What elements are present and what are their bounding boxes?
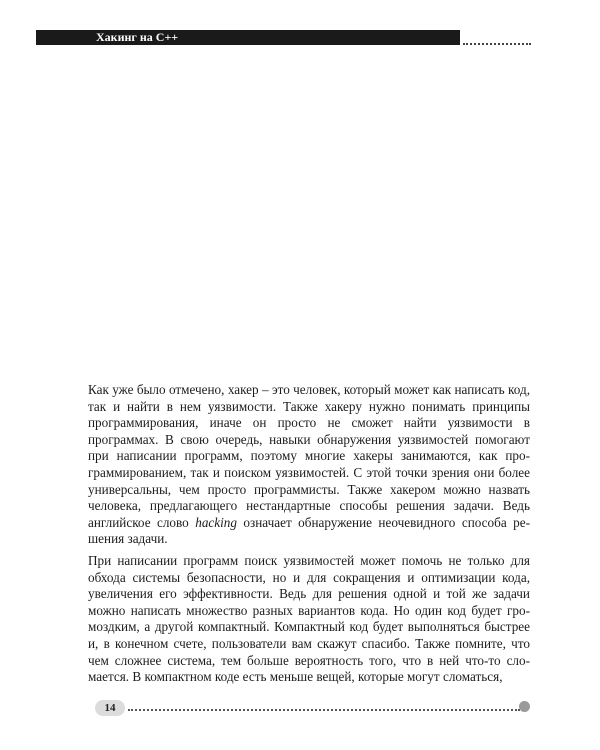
paragraph-2: При написании программ поиск уязвимостей может помочь не только для обхода системы безопасности, но и для сокращения и оптимизации кода, увеличения его эффективности. Ведь для решения одной и той же задачи можно написать множество разных вариантов кода. Но один код будет громоздким, а другой компактный. Компактный код будет выполняться быстрее и, в конечном счете, пользователи вам скажут спасибо. Также помните, что чем сложнее система, тем больше вероятность того, что в ней что-то сломается. В компактном коде есть меньше вещей, которые могут сломаться, — [88, 552, 530, 685]
body-text — [88, 382, 530, 686]
header-dotted-rule — [463, 43, 531, 45]
page-number-badge — [95, 700, 125, 716]
paragraph-1-text-end: означает обнаружение неочевидного способа решения задачи. — [88, 514, 530, 547]
paragraph-1 — [88, 382, 530, 548]
paragraph-1-text-start: Как уже было отмечено, хакер – это человек, который может как написать код, так и найти в нем уязвимости. Также хакеру нужно понимать принципы программирования, иначе он просто не сможет найти уязвимости в программах. В свою очередь, навыки обнаружения уязвимостей помогают при написании программ, поэтому многие хакеры занимаются, как программированием, так и поиском уязвимостей. С этой точки зрения они более универсальны, чем просто программисты. Также хакером можно назвать человека, предлагающего нестандартные способы решения задачи. Ведь английское слово — [88, 382, 530, 530]
footer-dot-ornament — [519, 701, 530, 712]
footer-dotted-rule — [128, 709, 520, 711]
running-header-title: Хакинг на С++ — [96, 30, 179, 44]
running-header-bar — [36, 30, 460, 45]
page-number: 14 — [104, 702, 116, 714]
paragraph-1-italic-term: hacking — [195, 514, 237, 530]
